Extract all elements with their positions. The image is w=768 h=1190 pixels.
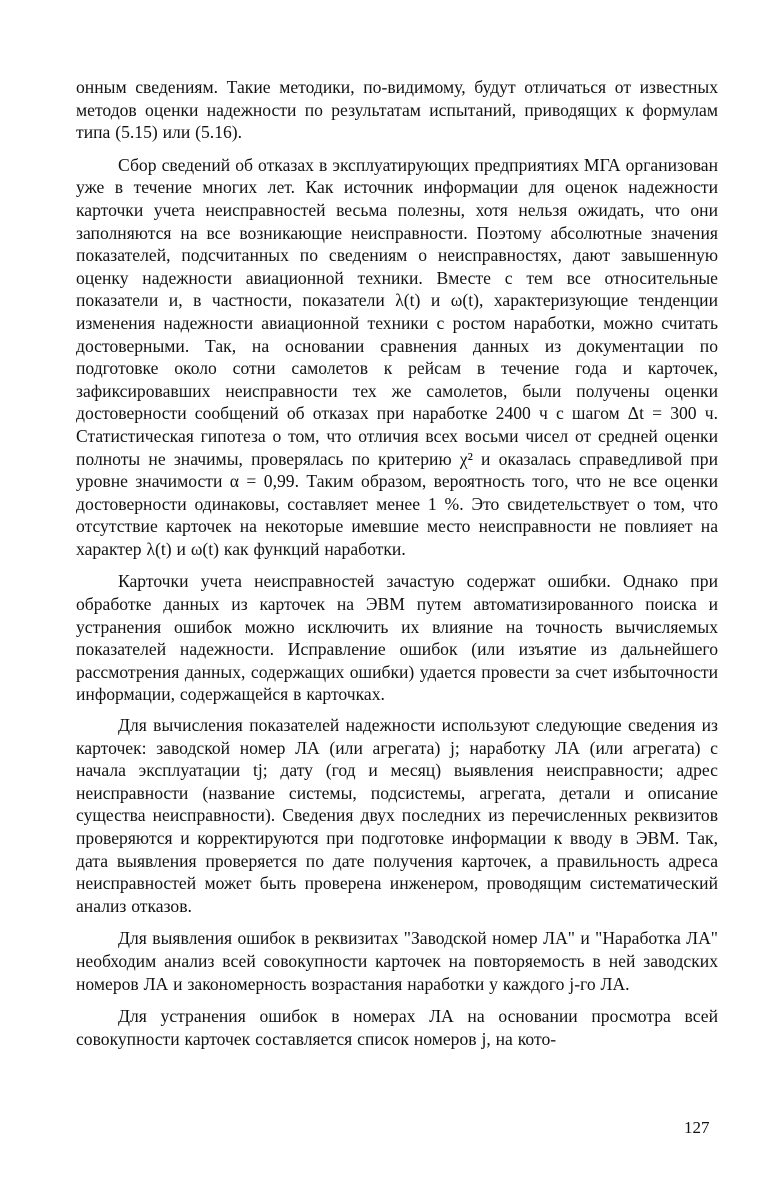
page-number: 127 (684, 1118, 710, 1137)
paragraph-continuation: онным сведениям. Такие методики, по-видимому, будут отличаться от известных методов оценки надежности по результатам испытаний, приводящих к формулам типа (5.15) или (5.16). (76, 77, 718, 143)
paragraph-card-fields: Для вычисления показателей надежности используют следующие сведения из карточек: заводской номер ЛА (или агрегата) j; наработку ЛА (или агрегата) с начала эксплуатации tj; дату (год и месяц) выявления неисправности; адрес неисправности (название системы, подсистемы, агрегата, детали и описание существа неисправности). Сведения двух последних из перечисленных реквизитов проверяются и корректируются при подготовке информации к вводу в ЭВМ. Так, дата выявления проверяется по дате получения карточек, а правильность адреса неисправностей может быть проверена инженером, проводящим систематический анализ отказов. (76, 715, 718, 916)
paragraph-failure-data-collection: Сбор сведений об отказах в эксплуатирующих предприятиях МГА организован уже в течение многих лет. Как источник информации для оценок надежности карточки учета неисправностей весьма полезны, хотя нельзя ожидать, что они заполняются на все возникающие неисправности. Поэтому абсолютные значения показателей, подсчитанных по сведениям о неисправностях, дают завышенную оценку надежности авиационной техники. Вместе с тем все относительные показатели и, в частности, показатели λ(t) и ω(t), характеризующие тенденции изменения надежности авиационной техники с ростом наработки, можно считать достоверными. Так, на основании сравнения данных из документации по подготовке около сотни самолетов к рейсам в течение года и карточек, зафиксировавших неисправности тех же самолетов, были получены оценки достоверности сообщений об отказах при наработке 2400 ч с шагом Δt = 300 ч. Статистическая гипотеза о том, что отличия всех восьми чисел от средней оценки полноты не значимы, проверялась по критерию χ² и оказалась справедливой при уровне значимости α = 0,99. Таким образом, вероятность того, что не все оценки достоверности одинаковы, составляет менее 1 %. Это свидетельствует о том, что отсутствие карточек на некоторые имевшие место неисправности не повлияет на характер λ(t) и ω(t) как функций наработки. (76, 154, 718, 559)
paragraph-card-errors: Карточки учета неисправностей зачастую содержат ошибки. Однако при обработке данных из карточек на ЭВМ путем автоматизированного поиска и устранения ошибок можно исключить их влияние на точность вычисляемых показателей надежности. Исправление ошибок (или изъятие из дальнейшего рассмотрения данных, содержащих ошибки) удается провести за счет избыточности информации, содержащейся в карточках. (76, 571, 718, 705)
paragraph-error-correction: Для устранения ошибок в номерах ЛА на основании просмотра всей совокупности карточек составляется список номеров j, на кото- (76, 1006, 718, 1049)
paragraph-error-detection: Для выявления ошибок в реквизитах "Заводской номер ЛА" и "Наработка ЛА" необходим анализ всей совокупности карточек на повторяемость в ней заводских номеров ЛА и закономерность возрастания наработки у каждого j-го ЛА. (76, 928, 718, 994)
